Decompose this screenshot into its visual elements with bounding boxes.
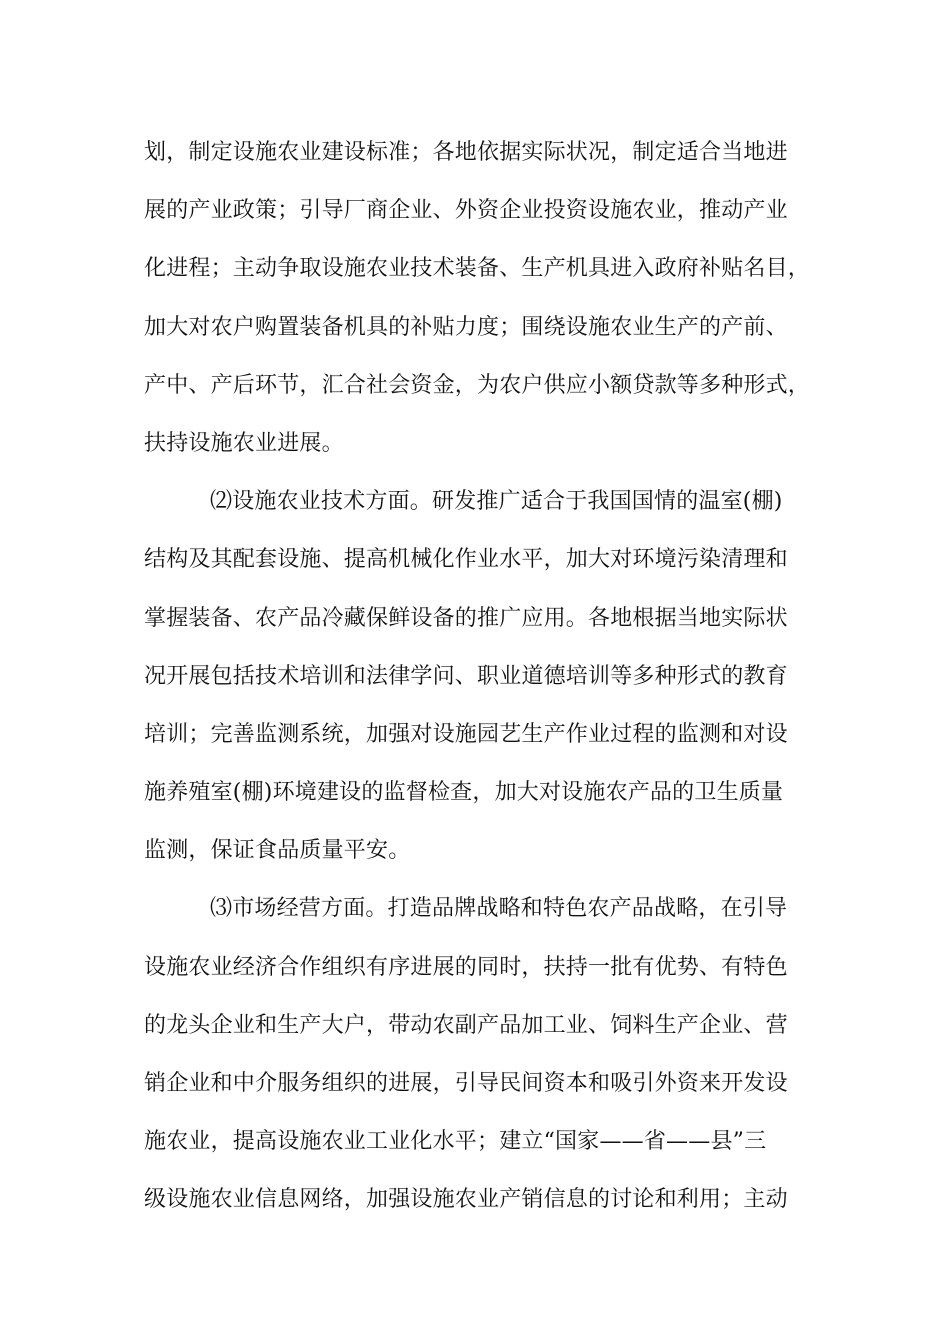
text-line: 的龙头企业和生产大户，带动农副产品加工业、饲料生产企业、营	[144, 1012, 788, 1038]
paragraph-start-market: ⑶市场经营方面。打造品牌战略和特色农产品战略，在引导	[210, 896, 788, 922]
body-text	[144, 133, 824, 1239]
text-line: 扶持设施农业进展。	[144, 430, 344, 456]
text-line: 加大对农户购置装备机具的补贴力度；围绕设施农业生产的产前、	[144, 314, 788, 340]
text-line: 掌握装备、农产品冷藏保鲜设备的推广应用。各地根据当地实际状	[144, 605, 788, 631]
text-line: 监测，保证食品质量平安。	[144, 838, 411, 864]
text-line: 销企业和中介服务组织的进展，引导民间资本和吸引外资来开发设	[144, 1071, 788, 1096]
text-line: 划，制定设施农业建设标准；各地依据实际状况，制定适合当地进	[144, 140, 788, 165]
text-line: 展的产业政策；引导厂商企业、外资企业投资设施农业，推动产业	[144, 198, 788, 224]
text-line: 化进程；主动争取设施农业技术装备、生产机具进入政府补贴名目，	[144, 256, 811, 282]
text-line: 培训；完善监测系统，加强对设施园艺生产作业过程的监测和对设	[144, 721, 788, 747]
text-line: 产中、产后环节，汇合社会资金，为农户供应小额贷款等多种形式，	[144, 372, 811, 398]
text-line: 结构及其配套设施、提高机械化作业水平，加大对环境污染清理和	[144, 547, 788, 573]
text-line: 施农业，提高设施农业工业化水平；建立“国家——省——县”三	[144, 1129, 767, 1155]
text-line: 级设施农业信息网络，加强设施农业产销信息的讨论和利用；主动	[144, 1187, 788, 1213]
text-line: 设施农业经济合作组织有序进展的同时，扶持一批有优势、有特色	[144, 954, 788, 980]
paragraph-start-technology: ⑵设施农业技术方面。研发推广适合于我国国情的温室(棚)	[210, 489, 783, 515]
text-line: 况开展包括技术培训和法律学问、职业道德培训等多种形式的教育	[144, 663, 788, 689]
text-line: 施养殖室(棚)环境建设的监督检查，加大对设施农产品的卫生质量	[144, 780, 784, 806]
